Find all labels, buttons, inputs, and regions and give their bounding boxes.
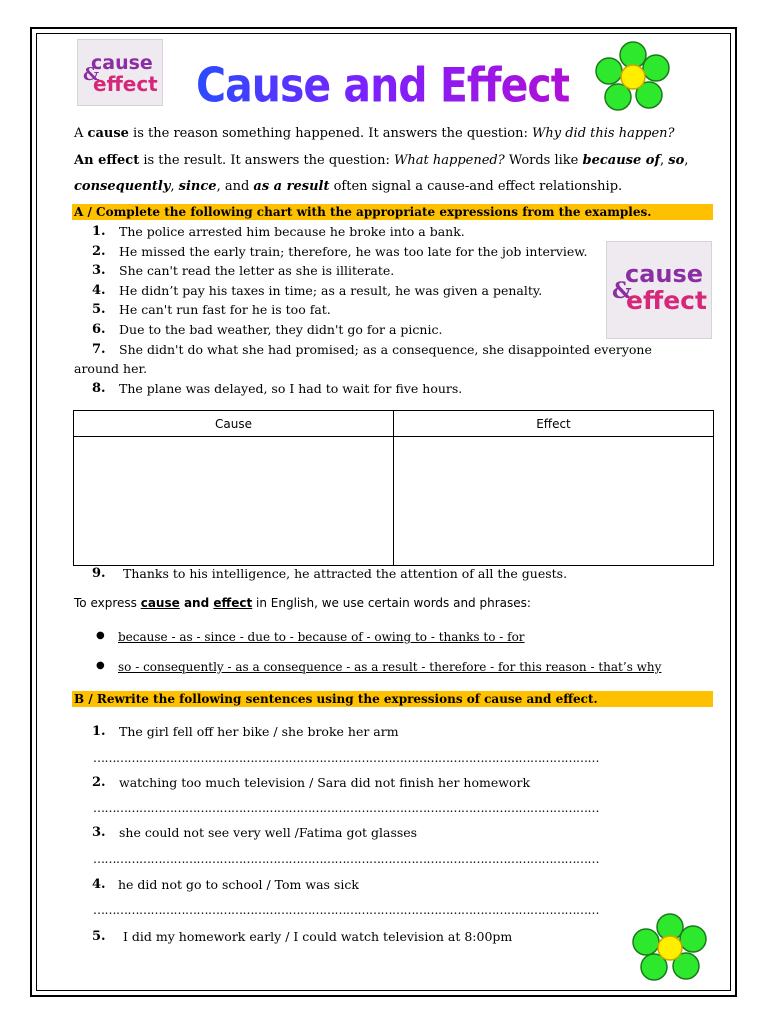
answer-line[interactable]: ……………………………………………………………………………………………………………………	[93, 751, 599, 765]
logo-word-cause: cause	[625, 260, 704, 288]
intro-line-3: consequently, since, and as a result often signal a cause-and effect relationship.	[74, 179, 623, 194]
cause-effect-logo	[606, 241, 712, 339]
section-a-heading: A / Complete the following chart with the appropriate expressions from the examples.	[72, 204, 713, 220]
chart-header-cause: Cause	[74, 411, 394, 437]
logo-word-cause: cause	[91, 52, 153, 74]
section-b-heading: B / Rewrite the following sentences using the expressions of cause and effect.	[72, 691, 713, 707]
answer-line[interactable]: ……………………………………………………………………………………………………………………	[93, 903, 599, 917]
chart-cell-cause[interactable]	[74, 437, 394, 566]
bullet-dot-icon: ●	[96, 660, 105, 671]
cause-effect-logo	[77, 39, 163, 106]
express-sentence: To express cause and effect in English, we use certain words and phrases:	[74, 596, 531, 610]
flower-icon	[594, 40, 672, 116]
flower-icon	[630, 912, 710, 986]
intro-line-2: An effect is the result. It answers the question: What happened? Words like because of, so,	[74, 153, 689, 168]
page-title: Cause and Effect	[196, 58, 570, 114]
bullet-dot-icon: ●	[96, 630, 105, 641]
logo-word-effect: effect	[626, 286, 707, 315]
logo-word-effect: effect	[93, 72, 158, 96]
answer-line[interactable]: ……………………………………………………………………………………………………………………	[93, 852, 599, 866]
cause-effect-chart	[73, 410, 714, 566]
intro-line-1: A cause is the reason something happened. It answers the question: Why did this happen?	[74, 126, 675, 141]
logo-ampersand: &	[83, 64, 100, 85]
logo-ampersand: &	[612, 278, 632, 304]
chart-cell-effect[interactable]	[394, 437, 714, 566]
answer-line[interactable]: ……………………………………………………………………………………………………………………	[93, 801, 599, 815]
chart-header-effect: Effect	[394, 411, 714, 437]
